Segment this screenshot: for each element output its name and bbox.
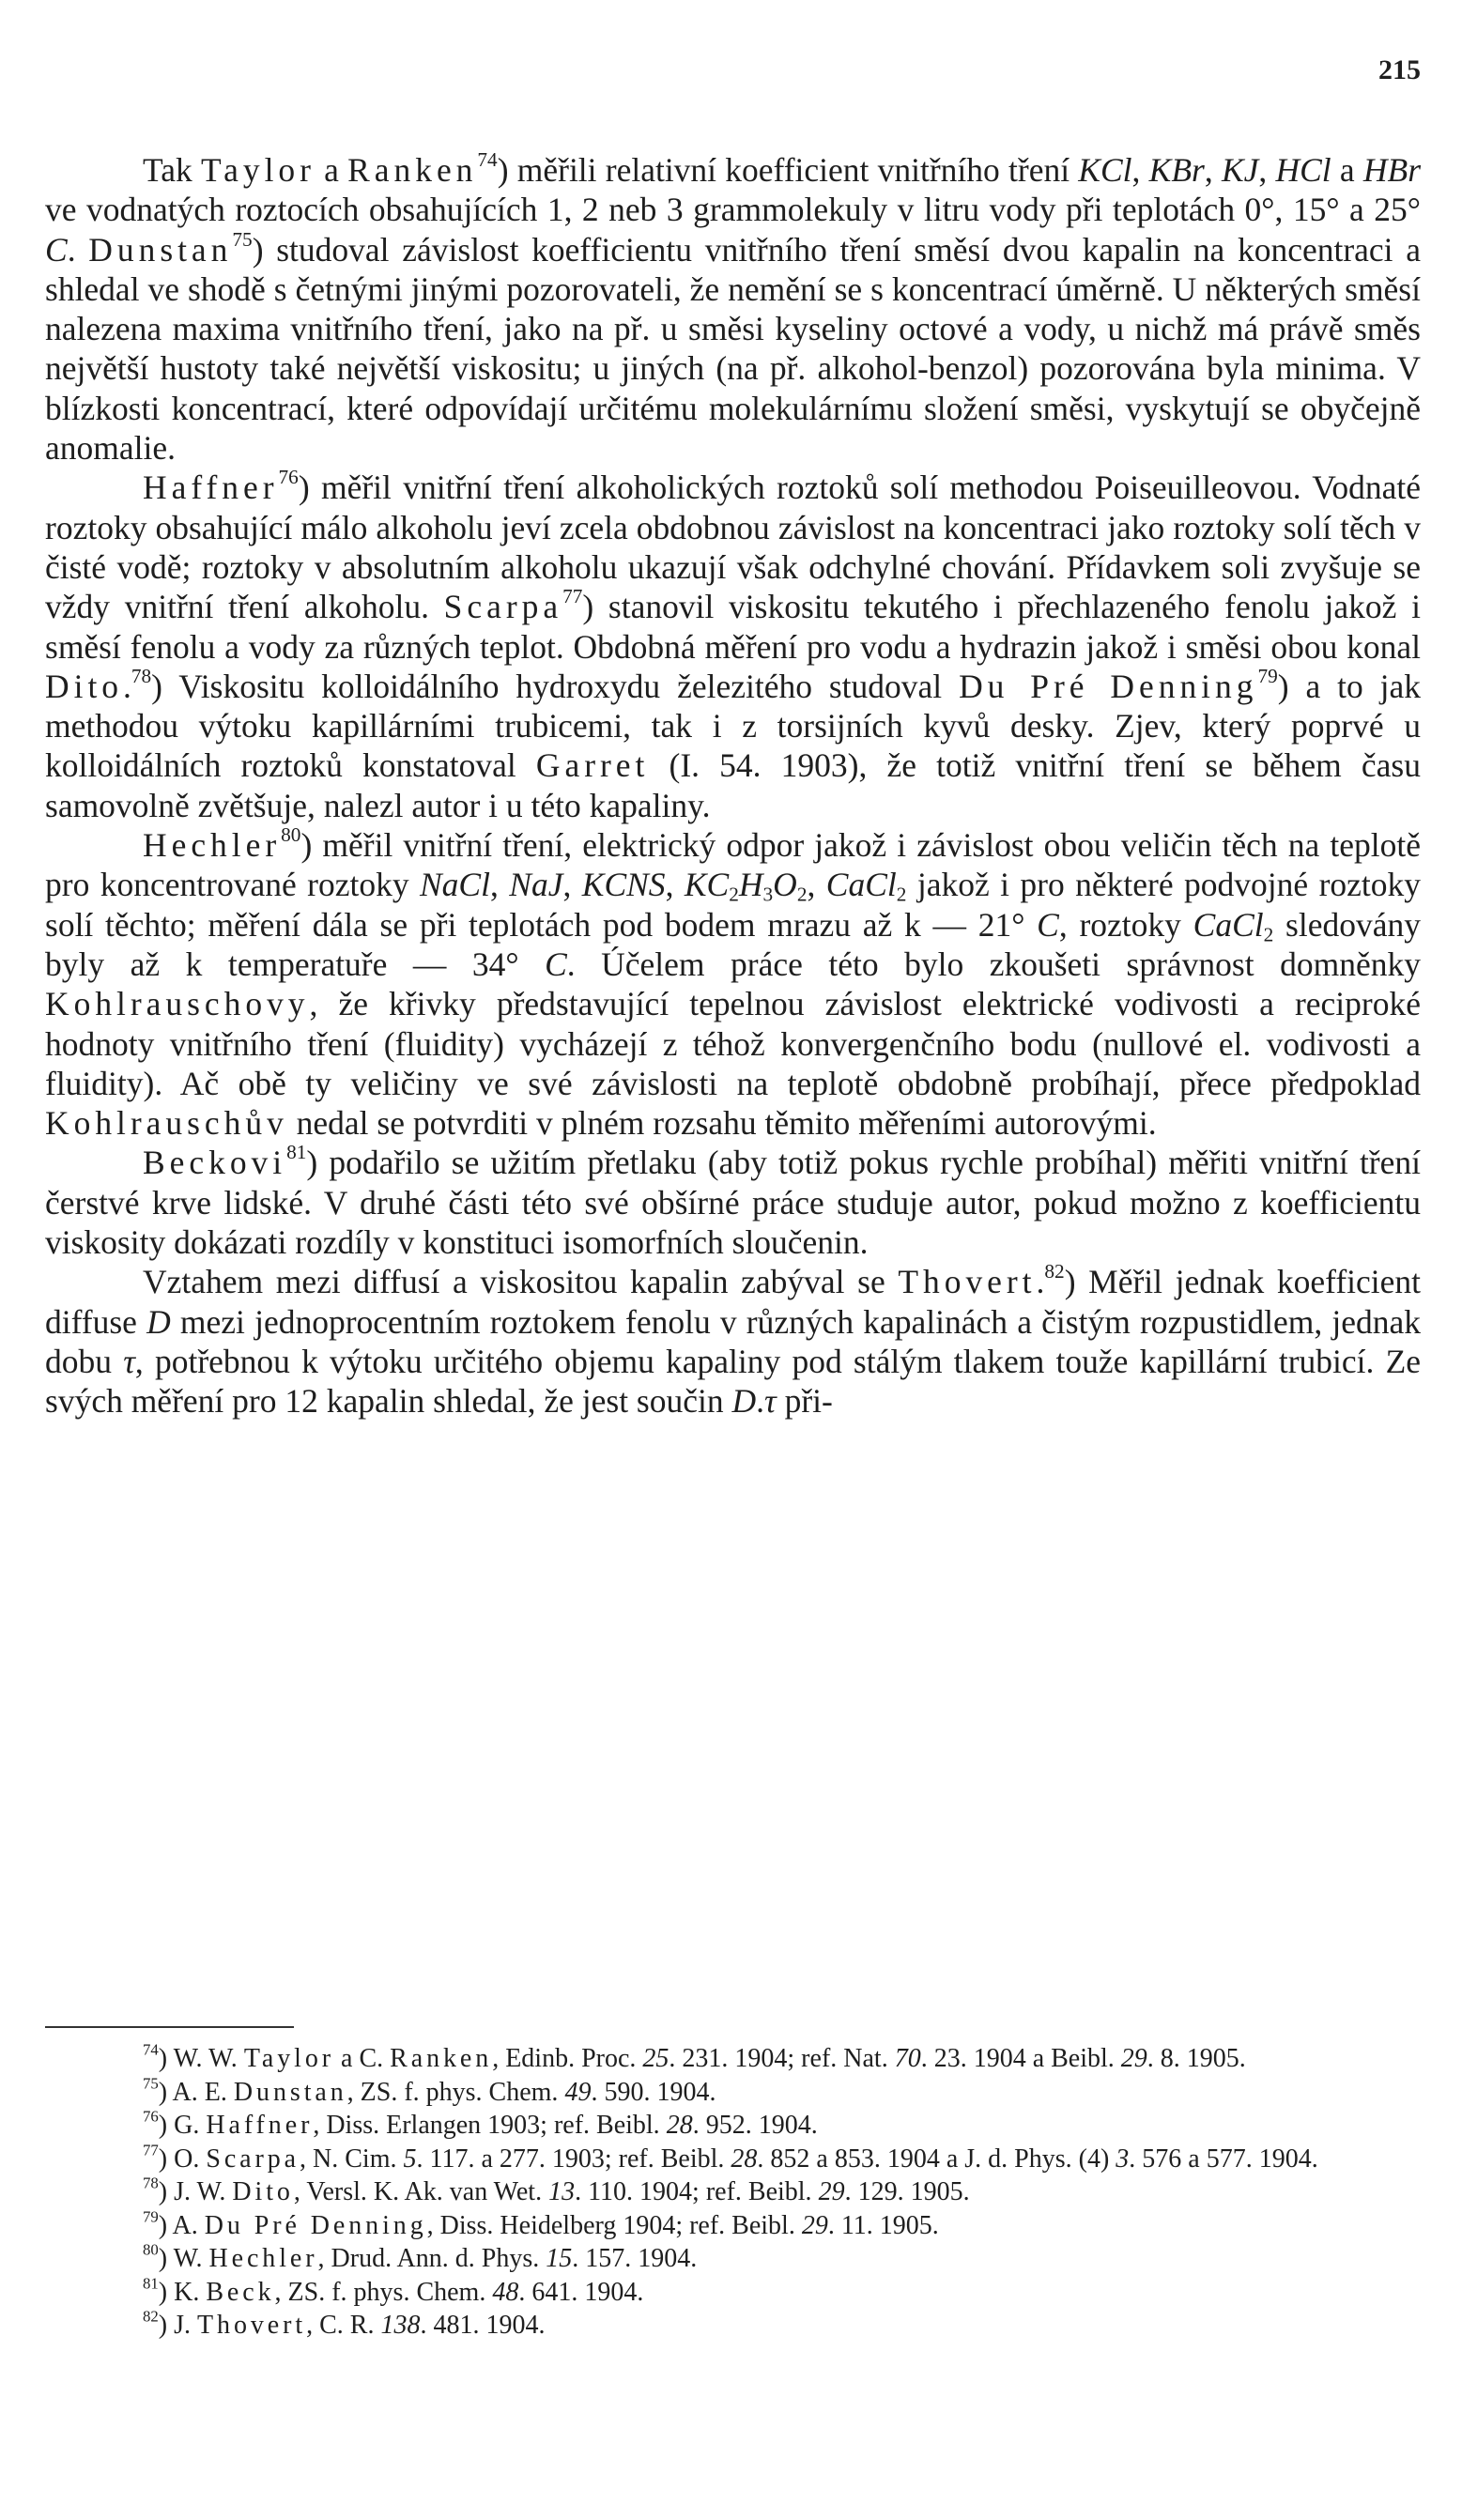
text-run: . 23. 1904 a Beibl. xyxy=(920,2044,1121,2073)
author-name: Beck xyxy=(206,2277,275,2307)
footnote xyxy=(45,2242,1421,2276)
footnote xyxy=(45,2206,1421,2243)
text-run: ) W. xyxy=(158,2244,209,2273)
text-run: ) Měřil jednak koefficient diffuse xyxy=(45,1263,1421,1341)
author-name: Dito xyxy=(45,667,123,705)
page-number: 215 xyxy=(1378,54,1421,85)
italic-text: 29 xyxy=(801,2210,828,2240)
italic-text: τ xyxy=(123,1342,135,1380)
text-run: ) J. xyxy=(158,2311,198,2340)
footnote xyxy=(45,2175,1421,2209)
text-run: , potřebnou k výtoku určitého objemu kapaliny pod stálým tlakem touže kapillární trubicí. Ze svých měření pro 12 kapalin shledal, že jest součin xyxy=(45,1342,1422,1421)
text-run: . 576 a 577. 1904. xyxy=(1129,2144,1318,2174)
footnote-ref: 81 xyxy=(143,2273,159,2292)
text-run: . 590. 1904. xyxy=(591,2077,716,2107)
text-run: . xyxy=(67,230,89,269)
text-run: . xyxy=(1036,1263,1045,1301)
footnote xyxy=(45,2109,1421,2143)
italic-text: 25 xyxy=(642,2044,669,2073)
text-run: . 129. 1905. xyxy=(844,2177,970,2206)
author-name: Scarpa xyxy=(443,588,563,626)
italic-text: 3 xyxy=(1116,2144,1130,2174)
text-run: 2 xyxy=(896,883,907,906)
text-run: . 952. 1904. xyxy=(692,2111,818,2140)
text-run: . 481. 1904. xyxy=(420,2311,546,2340)
footnote xyxy=(45,2042,1421,2076)
text-run: ) měřili relativní koefficient vnitřního tření xyxy=(497,151,1079,189)
text-run: , že křivky představující tepelnou závislost elektrické vodivosti a reciproké hodnoty vnitřního tření (fluidity) vycházejí z téhož konvergenčního bodu (nullové el. vodivosti a fluidity). Ač obě ty veličiny ve své závislosti na teplotě obdobně probíhají, přece předpoklad xyxy=(45,985,1421,1102)
paragraph xyxy=(45,1262,1421,1421)
text-run: mezi jednoprocentním roztokem fenolu v různých kapalinách a čistým rozpustidlem, jednak dobu xyxy=(45,1302,1421,1380)
text-run: , xyxy=(1131,151,1149,189)
text-run: ) G. xyxy=(158,2111,207,2140)
footnotes xyxy=(45,2042,1421,2343)
author-name: Ranken xyxy=(347,151,478,189)
author-name: Taylor xyxy=(200,151,315,189)
text-run: , xyxy=(489,866,510,904)
footnote xyxy=(45,2073,1421,2110)
text-run: , xyxy=(562,866,582,904)
footnote-ref: 78 xyxy=(131,664,152,687)
author-name: Haffner xyxy=(143,469,279,507)
author-name: Dunstan xyxy=(233,2077,347,2107)
text-run: , Drud. Ann. d. Phys. xyxy=(317,2244,546,2273)
paragraph xyxy=(45,1143,1421,1262)
footnote-ref: 80 xyxy=(281,823,301,847)
footnote xyxy=(45,2273,1421,2310)
italic-text: 138 xyxy=(380,2311,421,2340)
italic-text: 28 xyxy=(731,2144,758,2174)
italic-text: HCl xyxy=(1275,151,1331,189)
italic-text: O xyxy=(773,866,797,904)
italic-text: KBr xyxy=(1148,151,1205,189)
footnote xyxy=(45,2309,1421,2343)
text-run: 2 xyxy=(729,883,739,906)
footnote-ref: 75 xyxy=(232,227,253,251)
italic-text: D xyxy=(731,1382,757,1421)
footnote-ref: 82 xyxy=(1044,1260,1065,1283)
text-run: . 852 a 853. 1904 a J. d. Phys. (4) xyxy=(757,2144,1116,2174)
text-run: ) měřil vnitřní tření, elektrický odpor jakož i závislost obou veličin těch na teplotě pro koncentrované roztoky xyxy=(45,826,1421,904)
text-run: , C. R. xyxy=(306,2311,381,2340)
author-name: Dito xyxy=(232,2177,294,2206)
text-run: ) O. xyxy=(158,2144,207,2174)
italic-text: 29 xyxy=(818,2177,845,2206)
author-name: Taylor xyxy=(243,2044,335,2073)
author-name: Kohlrauschovy xyxy=(45,985,310,1023)
text-run: ) měřil vnitřní tření alkoholických roztoků solí methodou Poiseuilleovou. Vodnaté roztoky obsahující málo alkoholu jeví zcela obdobnou závislost na koncentraci jako roztoky solí těch v čisté vodě; roztoky v absolutním alkoholu ukazují však odchylné chování. Přídavkem soli zvyšuje se vždy vnitřní tření alkoholu. xyxy=(45,469,1421,626)
text-run: , Diss. Erlangen 1903; ref. Beibl. xyxy=(313,2111,667,2140)
footnote xyxy=(45,2140,1421,2176)
text-run: ) Viskositu kolloidálního hydroxydu železitého studoval xyxy=(151,667,960,705)
italic-text: H xyxy=(738,866,763,904)
italic-text: KCl xyxy=(1078,151,1132,189)
italic-text: KCNS xyxy=(581,866,666,904)
italic-text: KJ xyxy=(1221,151,1259,189)
text-run: ) A. E. xyxy=(158,2077,234,2107)
italic-text: CaCl xyxy=(1193,905,1264,944)
text-run: . Účelem práce této bylo zkoušeti správnost domněnky xyxy=(566,945,1421,983)
text-run: nedal se potvrditi v plném rozsahu těmito měřeními autorovými. xyxy=(287,1104,1157,1143)
footnote-ref: 79 xyxy=(143,2206,159,2225)
text-run: a xyxy=(315,151,348,189)
text-run: , xyxy=(1204,151,1222,189)
text-run: při- xyxy=(776,1382,833,1421)
author-name: Garret xyxy=(535,746,650,785)
text-run: ) J. W. xyxy=(158,2177,233,2206)
italic-text: D xyxy=(146,1302,171,1341)
footnote-ref: 74 xyxy=(477,148,498,172)
italic-text: NaCl xyxy=(420,866,490,904)
author-name: Thovert xyxy=(197,2311,307,2340)
text-run: , xyxy=(807,866,826,904)
author-name: Ranken xyxy=(390,2044,493,2073)
footnote-ref: 79 xyxy=(1257,664,1278,687)
text-run: , Versl. K. Ak. van Wet. xyxy=(293,2177,549,2206)
text-run: (I. 54. 1903), že totiž vnitřní tření se během času samovolně zvětšuje, nalezl autor i u této kapaliny. xyxy=(45,746,1421,824)
author-name: Dunstan xyxy=(88,230,233,269)
text-run: ) studoval závislost koefficientu vnitřního tření směsí dvou kapalin na koncentraci a shledal ve shodě s četnými jinými pozorovateli, že nemění se s koncentrací úměrně. U některých směsí nalezena maxima vnitřního tření, jako na př. u směsi kyseliny octové a vody, u nichž má právě směs největší hustoty také největší viskositu; u jiných (na př. alkohol-benzol) pozorována byla minima. V blízkosti koncentrací, které odpovídají určitému molekulárnímu složení směsi, vyskytují se obyčejně anomalie. xyxy=(45,230,1421,468)
footnote-rule xyxy=(45,2026,294,2028)
footnote-ref: 80 xyxy=(143,2240,159,2259)
italic-text: NaJ xyxy=(509,866,563,904)
italic-text: 13 xyxy=(548,2177,576,2206)
italic-text: KC xyxy=(684,866,730,904)
author-name: Haffner xyxy=(206,2111,314,2140)
italic-text: 29 xyxy=(1120,2044,1147,2073)
italic-text: 70 xyxy=(894,2044,921,2073)
text-run: 2 xyxy=(1263,922,1274,945)
paragraph xyxy=(45,150,1421,468)
author-name: Du Pré Denning xyxy=(204,2210,427,2240)
italic-text: 15 xyxy=(546,2244,573,2273)
italic-text: 5 xyxy=(403,2144,417,2174)
italic-text: C xyxy=(545,945,567,983)
text-run: ) a to jak methodou výtoku kapillárními trubicemi, tak i z torsijních kyvů desky. Zjev, který poprvé u kolloidálních roztoků konstatoval xyxy=(45,667,1422,785)
footnote-ref: 77 xyxy=(143,2140,159,2159)
text-run: ) W. W. xyxy=(158,2044,244,2073)
italic-text: HBr xyxy=(1362,151,1422,189)
author-name: Kohlrauschův xyxy=(45,1104,288,1143)
text-run: Tak xyxy=(143,151,201,189)
text-run: Vztahem mezi diffusí a viskositou kapalin zabýval se xyxy=(143,1263,899,1301)
footnote-ref: 76 xyxy=(143,2107,159,2126)
text-run: sledovány byly až k temperatuře — 34° xyxy=(45,905,1421,983)
author-name: Hechler xyxy=(208,2244,318,2273)
text-run: . 117. a 277. 1903; ref. Beibl. xyxy=(416,2144,731,2174)
footnote-ref: 76 xyxy=(278,466,299,489)
text-run: ) A. xyxy=(158,2210,205,2240)
text-run: ve vodnatých roztocích obsahujících 1, 2 neb 3 grammolekuly v litru vody při teplotách 0°, 15° a 25° xyxy=(45,191,1421,229)
italic-text: 28 xyxy=(666,2111,693,2140)
text-run: . 641. 1904. xyxy=(518,2277,644,2307)
author-name: Hechler xyxy=(143,826,282,865)
text-run: , ZS. f. phys. Chem. xyxy=(346,2077,565,2107)
footnote-ref: 82 xyxy=(143,2307,159,2326)
text-run: , Diss. Heidelberg 1904; ref. Beibl. xyxy=(426,2210,802,2240)
text-run: ) K. xyxy=(158,2277,207,2307)
italic-text: CaCl xyxy=(825,866,897,904)
body-text xyxy=(45,150,1421,1421)
footnote-ref: 78 xyxy=(143,2174,159,2192)
text-run: ) podařilo se užitím přetlaku (aby totiž pokus rychle probíhal) měřiti vnitřní tření čerstvé krve lidské. V druhé části této své obšírné práce studuje autor, pokud možno z koefficientu viskosity dokázati rozdíly v konstituci isomorfních sloučenin. xyxy=(45,1144,1421,1262)
italic-text: C xyxy=(45,230,68,269)
paragraph xyxy=(45,825,1421,1143)
author-name: Du Pré Denning xyxy=(959,667,1258,705)
text-run: , ZS. f. phys. Chem. xyxy=(274,2277,493,2307)
italic-text: τ xyxy=(764,1382,777,1421)
author-name: Scarpa xyxy=(206,2144,300,2174)
text-run: . xyxy=(123,667,131,705)
text-run: , roztoky xyxy=(1058,905,1193,944)
text-run: . 110. 1904; ref. Beibl. xyxy=(575,2177,819,2206)
text-run: , xyxy=(665,866,685,904)
text-run: a xyxy=(1331,151,1363,189)
text-run: , N. Cim. xyxy=(300,2144,404,2174)
text-run: . 157. 1904. xyxy=(572,2244,698,2273)
text-run: ) stanovil viskositu tekutého i přechlazeného fenolu jakož i směsí fenolu a vody za různých teplot. Obdobná měření pro vodu a hydrazin jakož i směsi obou konal xyxy=(45,588,1421,666)
footnote-ref: 74 xyxy=(143,2040,159,2059)
text-run: , xyxy=(1258,151,1276,189)
footnote-ref: 81 xyxy=(286,1141,307,1164)
text-run: 2 xyxy=(796,883,808,906)
text-run: . xyxy=(756,1382,765,1421)
italic-text: C xyxy=(1037,905,1059,944)
text-run: . 8. 1905. xyxy=(1147,2044,1246,2073)
text-run: a C. xyxy=(334,2044,391,2073)
text-run: . 231. 1904; ref. Nat. xyxy=(669,2044,895,2073)
italic-text: 48 xyxy=(492,2277,519,2307)
text-run: jakož i pro některé podvojné roztoky solí těchto; měření dála se při teplotách pod bodem mrazu až k — 21° xyxy=(45,866,1422,944)
footnote-ref: 75 xyxy=(143,2073,159,2092)
italic-text: 49 xyxy=(564,2077,592,2107)
author-name: Thovert xyxy=(898,1263,1037,1301)
text-run: . 11. 1905. xyxy=(827,2210,939,2240)
paragraph xyxy=(45,468,1421,825)
footnote-ref: 77 xyxy=(562,585,583,608)
author-name: Beckovi xyxy=(143,1144,287,1182)
text-run: , Edinb. Proc. xyxy=(492,2044,643,2073)
text-run: 3 xyxy=(762,883,774,906)
